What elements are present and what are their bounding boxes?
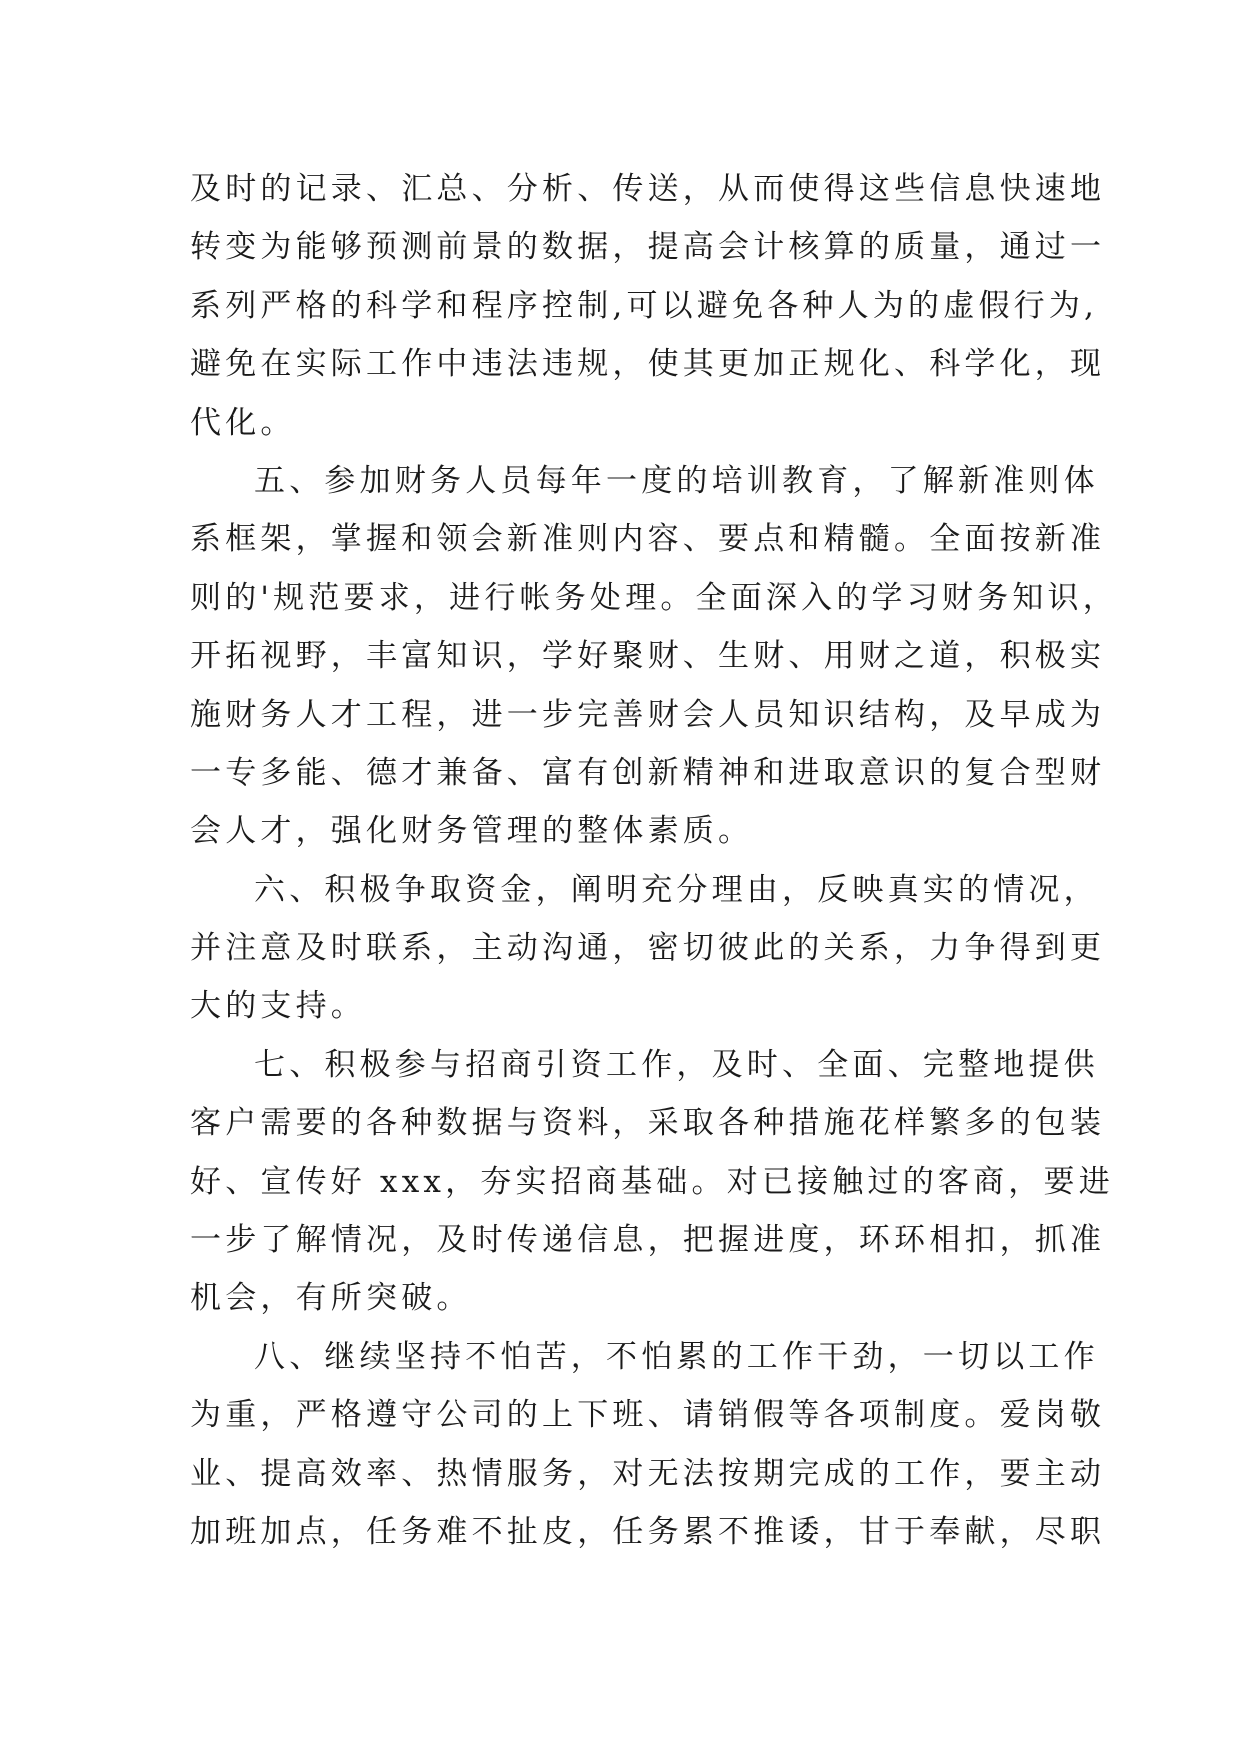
text-line: 为重，严格遵守公司的上下班、请销假等各项制度。爱岗敬 bbox=[190, 1397, 1106, 1434]
text-line: 加班加点，任务难不扯皮，任务累不推诿，甘于奉献，尽职 bbox=[190, 1513, 1106, 1550]
text-line: 好、宣传好 xxx，夯实招商基础。对已接触过的客商，要进 bbox=[190, 1163, 1114, 1200]
text-line: 转变为能够预测前景的数据，提高会计核算的质量，通过一 bbox=[190, 229, 1106, 266]
text-line: 施财务人才工程，进一步完善财会人员知识结构，及早成为 bbox=[190, 696, 1106, 733]
text-line: 避免在实际工作中违法违规，使其更加正规化、科学化，现 bbox=[190, 346, 1106, 383]
document-body bbox=[190, 160, 1118, 1561]
text-line: 开拓视野，丰富知识，学好聚财、生财、用财之道，积极实 bbox=[190, 638, 1106, 675]
text-line: 五、参加财务人员每年一度的培训教育，了解新准则体 bbox=[254, 462, 1099, 499]
text-line: 代化。 bbox=[190, 404, 296, 441]
text-line: 并注意及时联系，主动沟通，密切彼此的关系，力争得到更 bbox=[190, 930, 1106, 967]
text-line: 客户需要的各种数据与资料，采取各种措施花样繁多的包装 bbox=[190, 1105, 1106, 1142]
text-line: 业、提高效率、热情服务，对无法按期完成的工作，要主动 bbox=[190, 1455, 1106, 1492]
text-line: 则的'规范要求，进行帐务处理。全面深入的学习财务知识， bbox=[190, 579, 1118, 616]
text-line: 六、积极争取资金，阐明充分理由，反映真实的情况， bbox=[254, 871, 1099, 908]
text-line: 一专多能、德才兼备、富有创新精神和进取意识的复合型财 bbox=[190, 754, 1106, 791]
text-line: 及时的记录、汇总、分析、传送，从而使得这些信息快速地 bbox=[190, 171, 1106, 207]
text-line: 会人才，强化财务管理的整体素质。 bbox=[190, 813, 754, 850]
text-line: 机会，有所突破。 bbox=[190, 1280, 472, 1317]
text-line: 大的支持。 bbox=[190, 988, 366, 1025]
text-line: 一步了解情况，及时传递信息，把握进度，环环相扣，抓准 bbox=[190, 1222, 1106, 1259]
text-line: 系列严格的科学和程序控制,可以避免各种人为的虚假行为, bbox=[190, 287, 1099, 324]
text-line: 八、继续坚持不怕苦，不怕累的工作干劲，一切以工作 bbox=[254, 1338, 1099, 1375]
text-line: 七、积极参与招商引资工作，及时、全面、完整地提供 bbox=[254, 1046, 1099, 1083]
text-line: 系框架，掌握和领会新准则内容、要点和精髓。全面按新准 bbox=[190, 521, 1106, 558]
